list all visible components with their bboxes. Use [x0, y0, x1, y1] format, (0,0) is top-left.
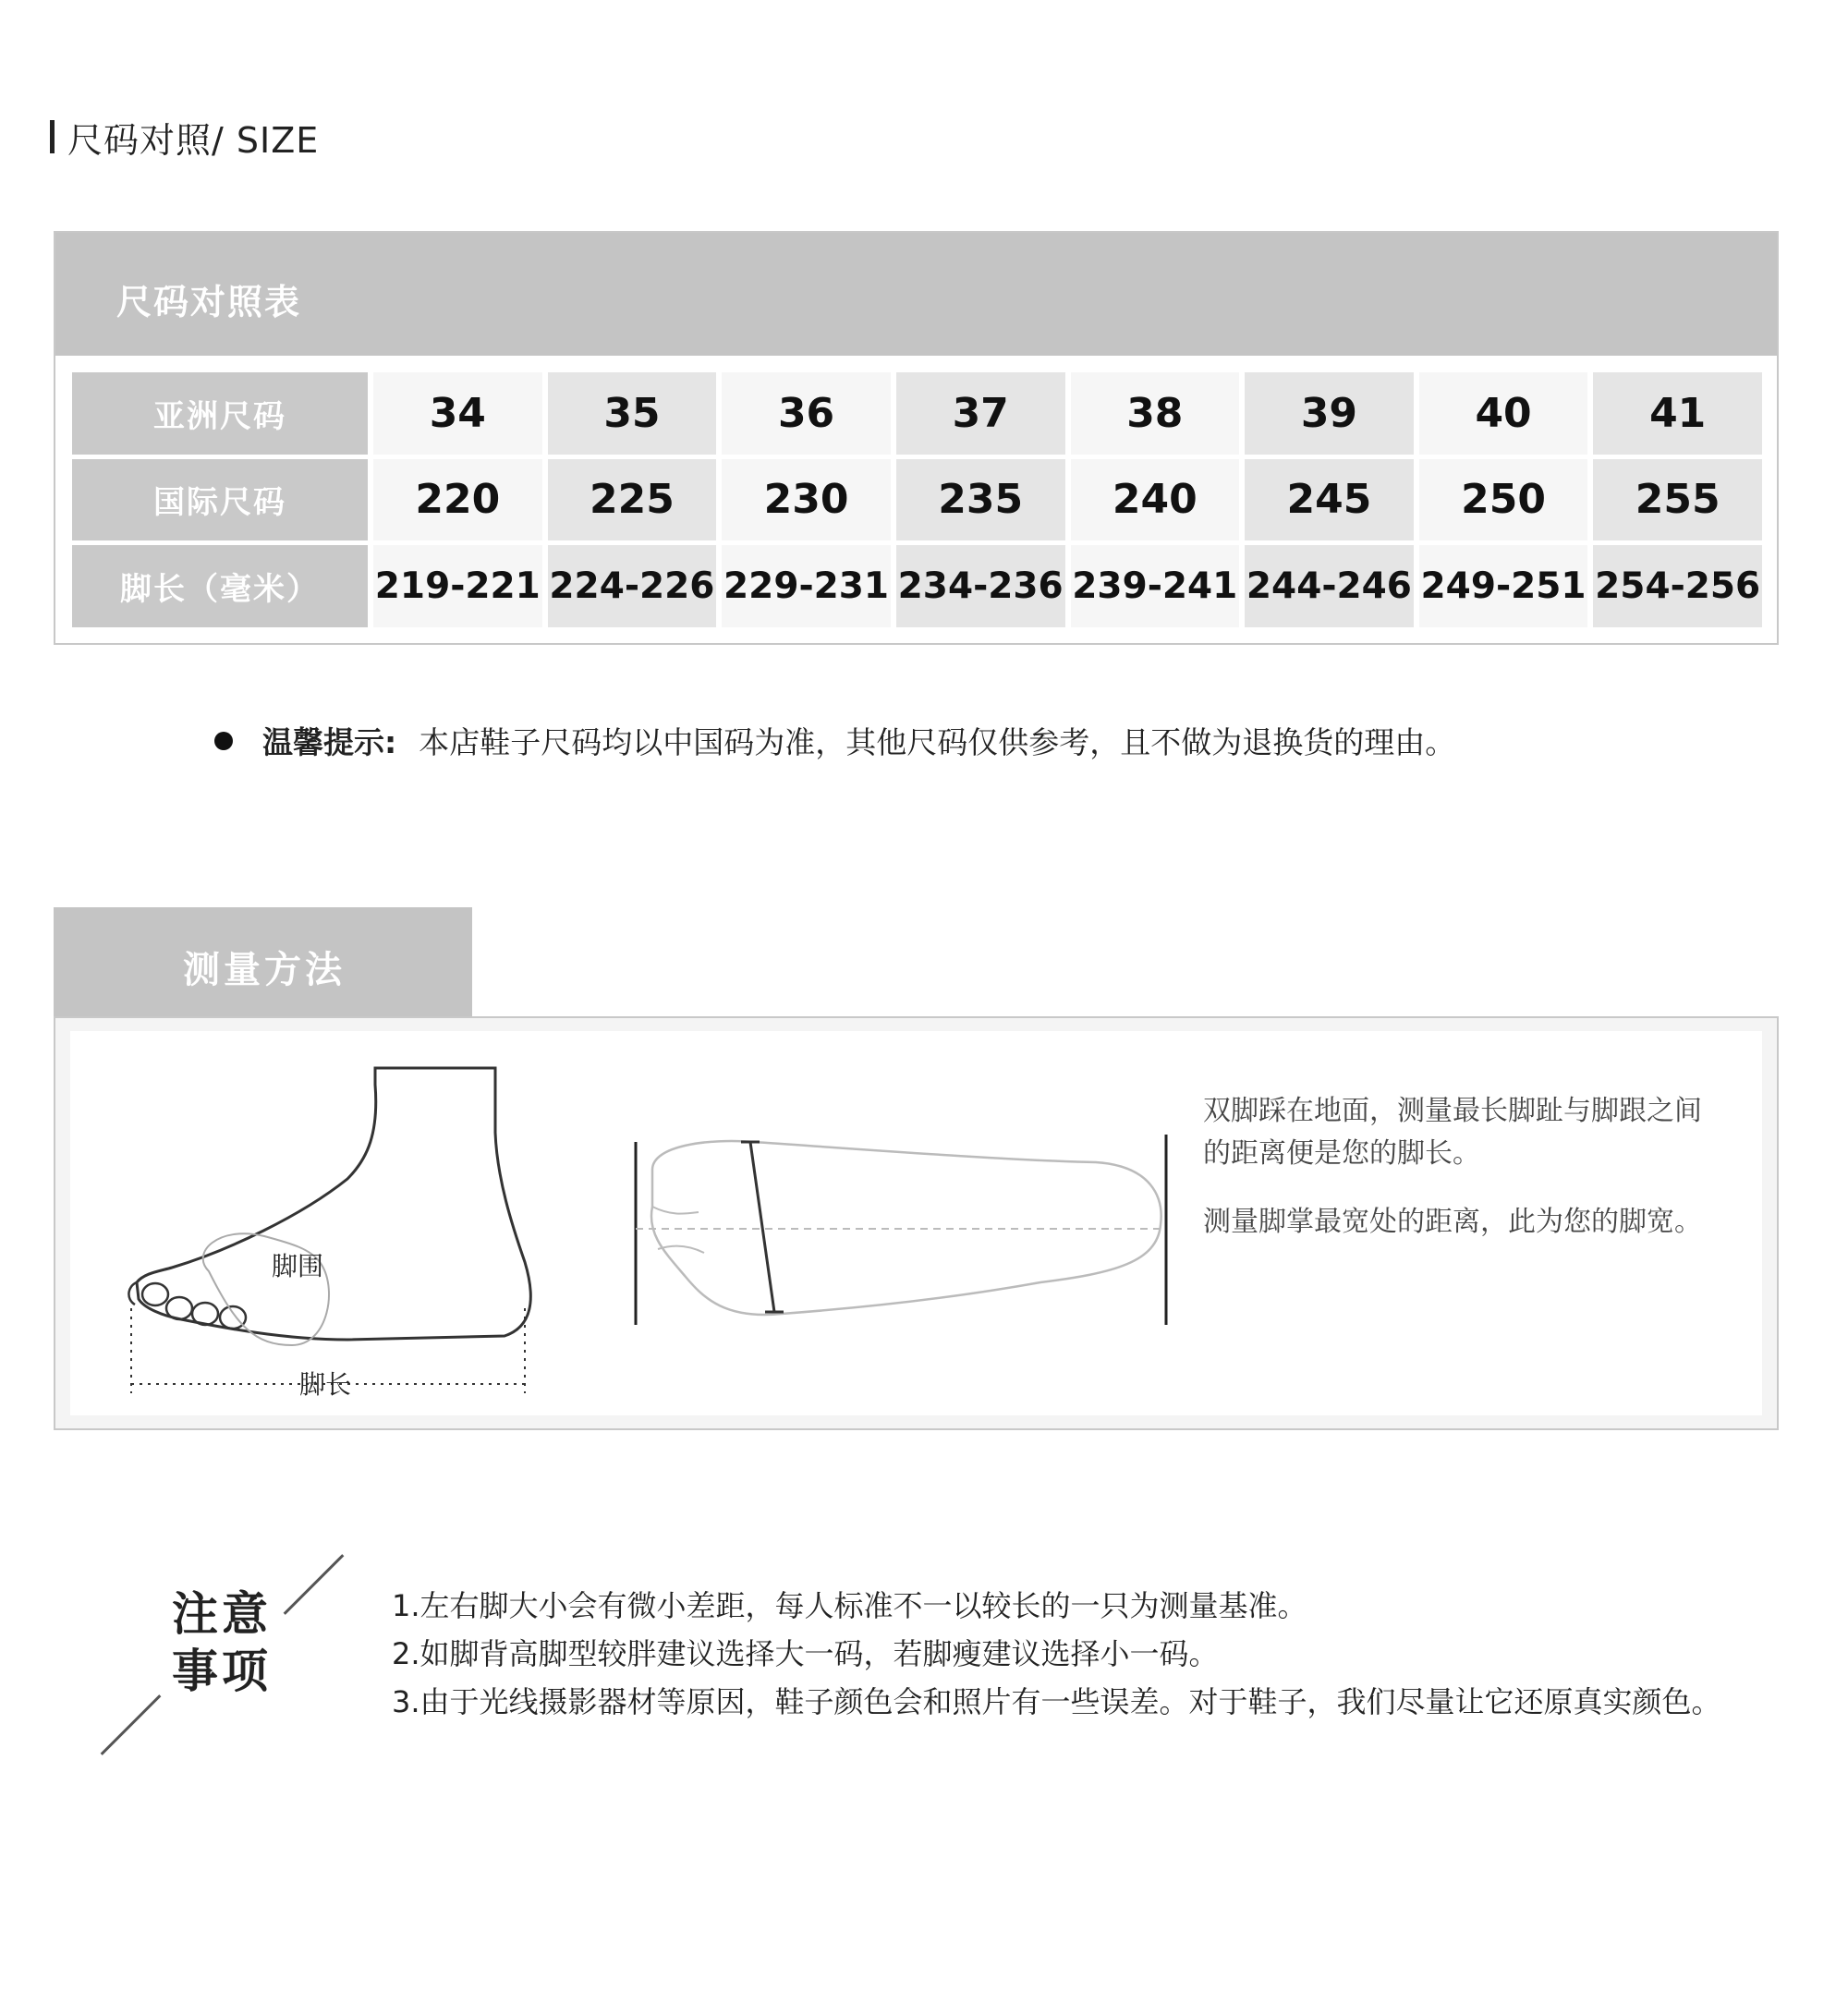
table-cell: 39 [1245, 372, 1414, 455]
table-cell: 255 [1593, 459, 1762, 541]
table-cell: 249-251 [1419, 545, 1588, 627]
note-item: 1.左右脚大小会有微小差距，每人标准不一以较长的一只为测量基准。 [392, 1588, 1307, 1623]
table-cell: 239-241 [1071, 545, 1240, 627]
table-cell: 225 [548, 459, 717, 541]
bullet-dot-icon [214, 732, 233, 750]
table-cell: 38 [1071, 372, 1240, 455]
notes-heading [172, 1585, 283, 1700]
table-cell: 41 [1593, 372, 1762, 455]
size-chart-title-bar [55, 233, 1777, 356]
measure-width-text: 测量脚掌最宽处的距离，此为您的脚宽。 [1203, 1206, 1702, 1238]
table-cell: 254-256 [1593, 545, 1762, 627]
table-cell: 36 [722, 372, 891, 455]
table-cell: 234-236 [896, 545, 1065, 627]
measure-length-text: 双脚踩在地面，测量最长脚趾与脚跟之间的距离便是您的脚长。 [1203, 1095, 1702, 1170]
row-header-asia-size: 亚洲尺码 [72, 372, 368, 455]
table-cell: 235 [896, 459, 1065, 541]
table-cell: 219-221 [373, 545, 542, 627]
slash-decoration-icon [101, 1694, 162, 1755]
table-row [72, 545, 1762, 627]
foot-side-view-icon [70, 1031, 551, 1415]
tip-text: 本店鞋子尺码均以中国码为准，其他尺码仅供参考，且不做为退换货的理由。 [419, 724, 1456, 760]
note-item: 2.如脚背高脚型较胖建议选择大一码，若脚瘦建议选择小一码。 [392, 1636, 1219, 1671]
table-row [72, 459, 1762, 541]
vertical-bar-icon [50, 120, 55, 153]
length-label: 脚长 [299, 1369, 352, 1400]
table-cell: 224-226 [548, 545, 717, 627]
table-cell: 37 [896, 372, 1065, 455]
table-cell: 34 [373, 372, 542, 455]
note-item: 3.由于光线摄影器材等原因，鞋子颜色会和照片有一些误差。对于鞋子，我们尽量让它还原真实颜色。 [392, 1684, 1721, 1719]
table-row [72, 372, 1762, 455]
notes-heading-line: 事项 [172, 1645, 272, 1698]
measure-tab-label: 测量方法 [183, 949, 346, 991]
tip-label: 温馨提示: [262, 724, 397, 760]
table-cell: 220 [373, 459, 542, 541]
size-chart-panel [54, 231, 1779, 645]
table-cell: 230 [722, 459, 891, 541]
table-cell: 35 [548, 372, 717, 455]
table-cell: 40 [1419, 372, 1588, 455]
measure-tab [54, 907, 472, 1016]
size-table [67, 368, 1768, 632]
row-header-foot-length: 脚长（毫米） [72, 545, 368, 627]
table-cell: 244-246 [1245, 545, 1414, 627]
page-header [50, 109, 319, 164]
size-chart-title: 尺码对照表 [116, 282, 302, 322]
measure-panel [54, 1016, 1779, 1430]
notes-heading-line: 注意 [172, 1587, 272, 1641]
page-title: 尺码对照/ SIZE [67, 119, 320, 161]
table-cell: 245 [1245, 459, 1414, 541]
slash-decoration-icon [284, 1554, 345, 1615]
measure-panel-inner [70, 1031, 1762, 1415]
foot-top-view-icon [615, 1031, 1188, 1415]
table-cell: 240 [1071, 459, 1240, 541]
table-cell: 229-231 [722, 545, 891, 627]
row-header-intl-size: 国际尺码 [72, 459, 368, 541]
measure-instructions [1203, 1090, 1720, 1269]
table-cell: 250 [1419, 459, 1588, 541]
girth-label: 脚围 [272, 1251, 324, 1281]
notes-list [392, 1582, 1815, 1726]
tip-line [214, 719, 1455, 762]
